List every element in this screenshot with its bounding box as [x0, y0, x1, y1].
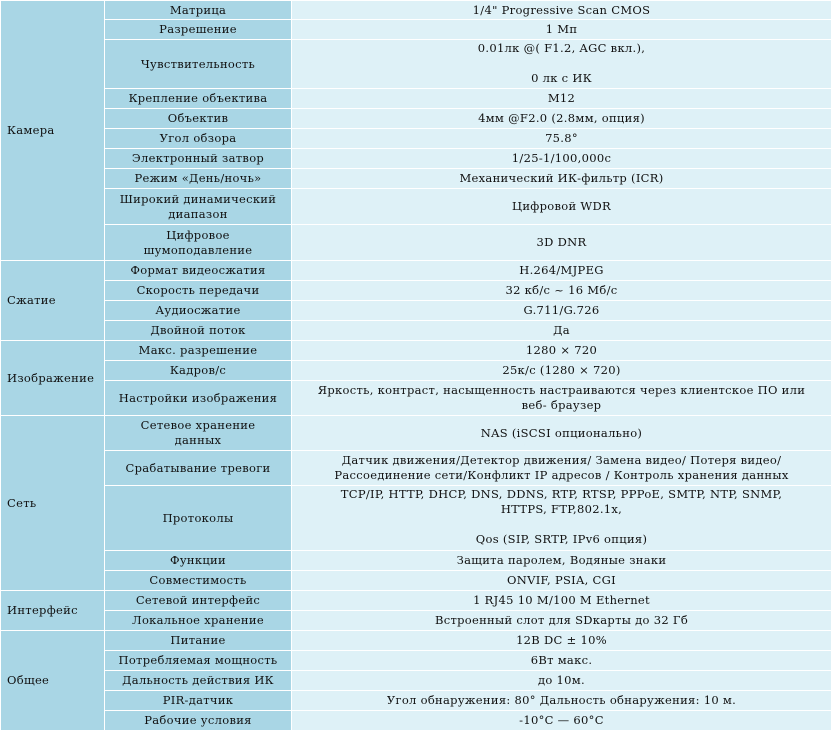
table-row [1, 109, 831, 129]
property-value: Цифровой WDR [292, 189, 831, 225]
table-row [1, 281, 831, 301]
property-label: Разрешение [105, 20, 292, 40]
property-value: 1 RJ45 10 M/100 M Ethernet [292, 591, 831, 611]
property-value: Яркость, контраст, насыщенность настраиваются через клиентское ПО или веб- браузер [292, 381, 831, 416]
section-label-image: Изображение [1, 341, 105, 416]
section-label-general: Общее [1, 631, 105, 731]
property-label: Дальность действия ИК [105, 671, 292, 691]
property-label: Двойной поток [105, 321, 292, 341]
property-label: Электронный затвор [105, 149, 292, 169]
property-value: до 10м. [292, 671, 831, 691]
table-row [1, 671, 831, 691]
property-label: Объектив [105, 109, 292, 129]
property-label: Аудиосжатие [105, 301, 292, 321]
property-value: TCP/IP, HTTP, DHCP, DNS, DDNS, RTP, RTSP, PPPoE, SMTP, NTP, SNMP, HTTPS, FTP,802.1x, Qos (SIP, SRTP, IPv6 опция) [292, 486, 831, 551]
property-value: Механический ИК-фильтр (ICR) [292, 169, 831, 189]
property-label: Протоколы [105, 486, 292, 551]
table-row [1, 89, 831, 109]
property-value: 4мм @F2.0 (2.8мм, опция) [292, 109, 831, 129]
property-value: -10°C — 60°C [292, 711, 831, 731]
table-row [1, 189, 831, 225]
property-label: Сетевой интерфейс [105, 591, 292, 611]
property-label: Питание [105, 631, 292, 651]
table-row [1, 341, 831, 361]
property-label: Макс. разрешение [105, 341, 292, 361]
property-value: G.711/G.726 [292, 301, 831, 321]
property-label: Рабочие условия [105, 711, 292, 731]
property-value: 25к/с (1280 × 720) [292, 361, 831, 381]
table-row [1, 571, 831, 591]
section-label-compression: Сжатие [1, 261, 105, 341]
property-label: Функции [105, 551, 292, 571]
table-row [1, 225, 831, 261]
table-row [1, 711, 831, 731]
property-value: 0.01лк @( F1.2, AGC вкл.), 0 лк с ИК [292, 40, 831, 89]
table-row [1, 451, 831, 486]
property-label: Потребляемая мощность [105, 651, 292, 671]
property-value: Да [292, 321, 831, 341]
property-value: 75.8° [292, 129, 831, 149]
table-row [1, 551, 831, 571]
property-value: 1280 × 720 [292, 341, 831, 361]
table-row [1, 261, 831, 281]
property-value: 32 кб/с ~ 16 Мб/с [292, 281, 831, 301]
property-value: H.264/MJPEG [292, 261, 831, 281]
property-value: 1 Мп [292, 20, 831, 40]
property-label: Локальное хранение [105, 611, 292, 631]
section-label-network: Сеть [1, 416, 105, 591]
table-row [1, 691, 831, 711]
section-label-interface: Интерфейс [1, 591, 105, 631]
section-label-camera: Камера [1, 1, 105, 261]
property-value: 12В DC ± 10% [292, 631, 831, 651]
table-row [1, 591, 831, 611]
property-value: M12 [292, 89, 831, 109]
property-label: Широкий динамический диапазон [105, 189, 292, 225]
table-row [1, 381, 831, 416]
property-label: Режим «День/ночь» [105, 169, 292, 189]
property-label: Крепление объектива [105, 89, 292, 109]
table-row [1, 361, 831, 381]
table-row [1, 416, 831, 451]
property-label: Сетевое хранение данных [105, 416, 292, 451]
property-label: Чувствительность [105, 40, 292, 89]
property-value: 3D DNR [292, 225, 831, 261]
table-row [1, 321, 831, 341]
table-row [1, 20, 831, 40]
property-label: PIR-датчик [105, 691, 292, 711]
property-value: Защита паролем, Водяные знаки [292, 551, 831, 571]
property-value: NAS (iSCSI опционально) [292, 416, 831, 451]
table-row [1, 486, 831, 551]
property-value: Угол обнаружения: 80° Дальность обнаружения: 10 м. [292, 691, 831, 711]
property-label: Совместимость [105, 571, 292, 591]
table-row [1, 1, 831, 20]
property-label: Цифровое шумоподавление [105, 225, 292, 261]
property-label: Скорость передачи [105, 281, 292, 301]
property-label: Срабатывание тревоги [105, 451, 292, 486]
property-value: 6Вт макс. [292, 651, 831, 671]
table-row [1, 611, 831, 631]
property-label: Кадров/с [105, 361, 292, 381]
property-label: Формат видеосжатия [105, 261, 292, 281]
table-row [1, 651, 831, 671]
property-value: Датчик движения/Детектор движения/ Замена видео/ Потеря видео/ Рассоединение сети/Конфликт IP адресов / Контроль хранения данных [292, 451, 831, 486]
property-value: 1/4" Progressive Scan CMOS [292, 1, 831, 20]
property-value: 1/25-1/100,000с [292, 149, 831, 169]
table-row [1, 40, 831, 89]
table-row [1, 301, 831, 321]
table-row [1, 169, 831, 189]
property-value: ONVIF, PSIA, CGI [292, 571, 831, 591]
property-label: Настройки изображения [105, 381, 292, 416]
table-row [1, 631, 831, 651]
property-label: Угол обзора [105, 129, 292, 149]
table-row [1, 129, 831, 149]
property-label: Матрица [105, 1, 292, 20]
table-row [1, 149, 831, 169]
property-value: Встроенный слот для SDкарты до 32 Гб [292, 611, 831, 631]
